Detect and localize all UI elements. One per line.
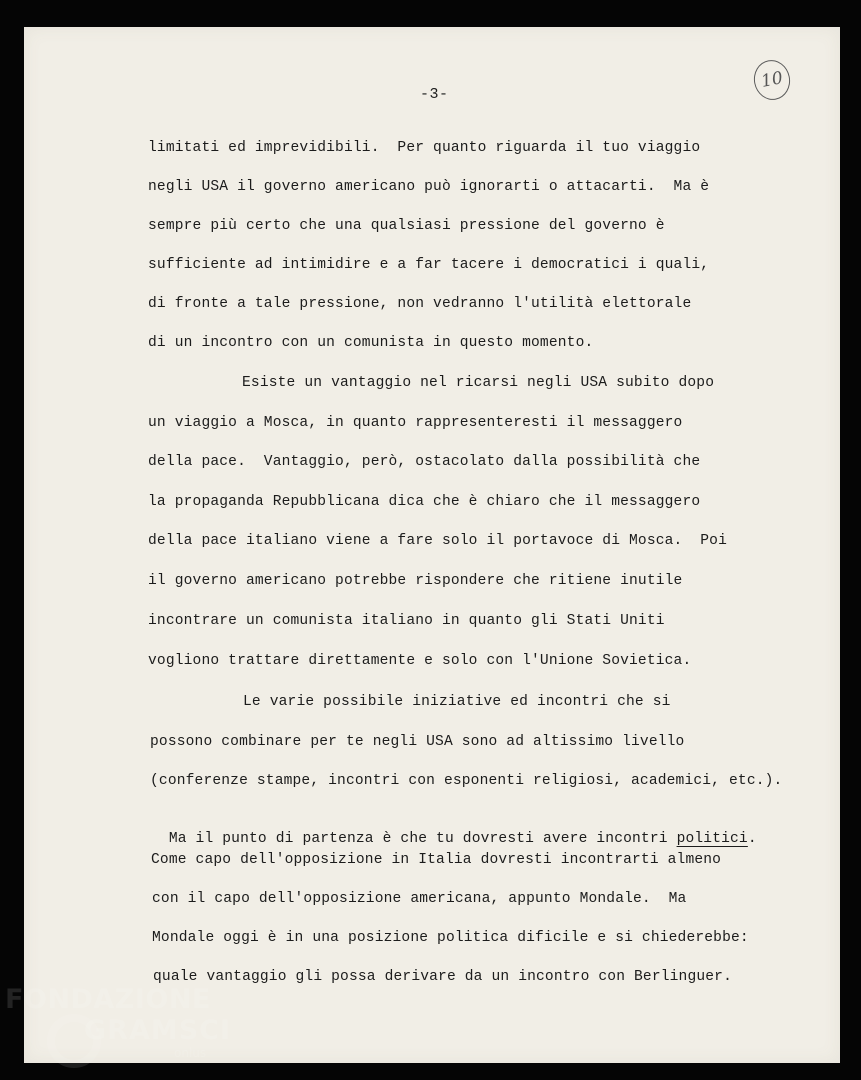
body-line-4: sufficiente ad intimidire e a far tacere i democratici i quali, bbox=[148, 257, 710, 273]
body-line-7: Esiste un vantaggio nel ricarsi negli USA subito dopo bbox=[242, 375, 715, 391]
watermark-line-1: FONDAZIONE bbox=[5, 984, 211, 1015]
body-line-18-period: . bbox=[747, 831, 757, 847]
body-line-13: incontrare un comunista italiano in quanto gli Stati Uniti bbox=[148, 613, 665, 629]
body-line-2: negli USA il governo americano può ignorarti o attacarti. Ma è bbox=[148, 179, 710, 195]
body-line-9: della pace. Vantaggio, però, ostacolato dalla possibilità che bbox=[148, 454, 701, 470]
body-line-1: limitati ed imprevidibili. Per quanto riguarda il tuo viaggio bbox=[148, 140, 701, 156]
archive-watermark bbox=[0, 984, 230, 1080]
body-line-14: vogliono trattare direttamente e solo con l'Unione Sovietica. bbox=[148, 653, 692, 669]
body-line-19: Come capo dell'opposizione in Italia dovresti incontrarti almeno bbox=[151, 852, 722, 868]
body-line-15: Le varie possibile iniziative ed incontri che si bbox=[243, 694, 671, 710]
body-line-6: di un incontro con un comunista in questo momento. bbox=[148, 335, 594, 351]
archive-page-mark: 10 bbox=[751, 57, 794, 103]
body-line-10: la propaganda Repubblicana dica che è chiaro che il messaggero bbox=[148, 494, 701, 510]
body-line-20: con il capo dell'opposizione americana, appunto Mondale. Ma bbox=[152, 891, 687, 907]
body-line-17: (conferenze stampe, incontri con esponenti religiosi, academici, etc.). bbox=[150, 773, 783, 789]
watermark-line-2: GRAMSCI bbox=[84, 1015, 232, 1046]
body-line-18 bbox=[151, 812, 757, 848]
body-line-3: sempre più certo che una qualsiasi pressione del governo è bbox=[148, 218, 665, 234]
body-line-22: quale vantaggio gli possa derivare da un incontro con Berlinguer. bbox=[153, 969, 732, 985]
page-number: -3- bbox=[420, 86, 449, 103]
watermark-line-3: onlus bbox=[174, 1046, 207, 1060]
body-line-12: il governo americano potrebbe rispondere che ritiene inutile bbox=[148, 573, 683, 589]
body-line-16: possono combinare per te negli USA sono ad altissimo livello bbox=[150, 734, 685, 750]
body-line-21: Mondale oggi è in una posizione politica dificile e si chiederebbe: bbox=[152, 930, 749, 946]
body-line-18-text: Ma il punto di partenza è che tu dovresti avere incontri bbox=[168, 831, 677, 847]
body-line-8: un viaggio a Mosca, in quanto rappresenteresti il messaggero bbox=[148, 415, 683, 431]
underlined-political-word: politici bbox=[676, 831, 748, 847]
body-line-5: di fronte a tale pressione, non vedranno l'utilità elettorale bbox=[148, 296, 692, 312]
body-line-11: della pace italiano viene a fare solo il portavoce di Mosca. Poi bbox=[148, 533, 727, 549]
